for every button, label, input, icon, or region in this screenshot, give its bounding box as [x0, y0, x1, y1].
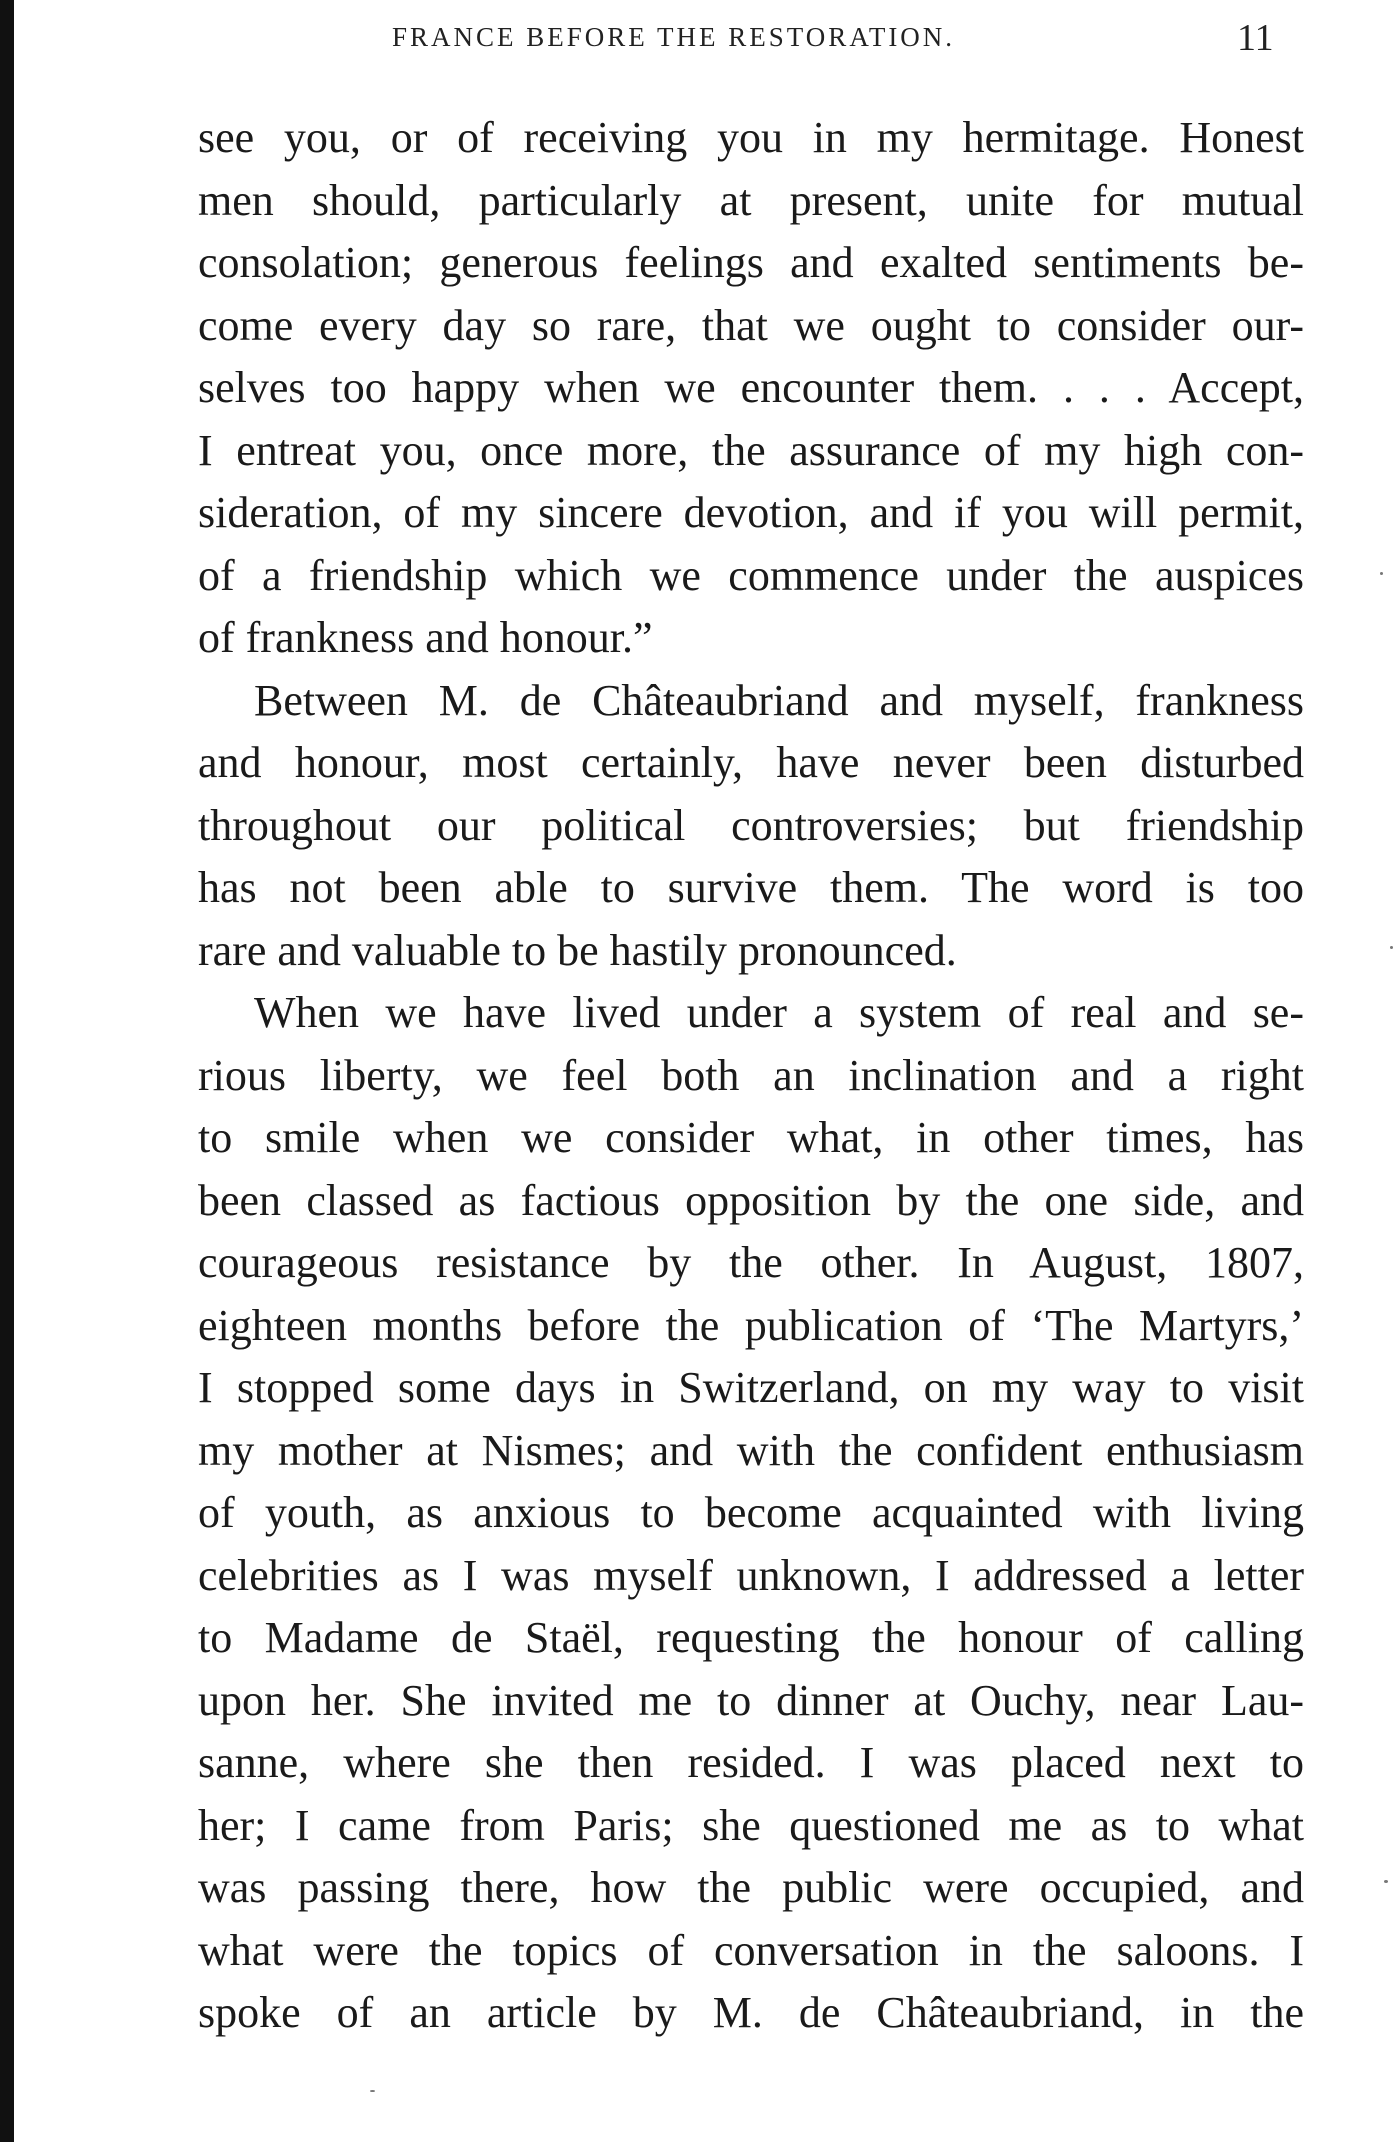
- text-line: I entreat you, once more, the assurance of my high con-: [198, 425, 1304, 475]
- body-text: [198, 107, 1304, 2045]
- scan-speck: [370, 2090, 375, 2092]
- text-line: my mother at Nismes; and with the confident enthusiasm: [198, 1425, 1304, 1475]
- text-line: and honour, most certainly, have never been disturbed: [198, 738, 1304, 787]
- text-line: what were the topics of conversation in the saloons. I: [198, 1925, 1304, 1975]
- text-line: sideration, of my sincere devotion, and if you will permit,: [198, 488, 1304, 537]
- binding-edge: [0, 0, 14, 2142]
- text-line: Between M. de Châteaubriand and myself, frankness: [254, 675, 1304, 725]
- text-line: see you, or of receiving you in my hermitage. Honest: [198, 113, 1304, 162]
- text-line: selves too happy when we encounter them. . . . Accept,: [198, 363, 1304, 412]
- text-line: throughout our political controversies; but friendship: [198, 800, 1304, 850]
- text-line: courageous resistance by the other. In August, 1807,: [198, 1238, 1304, 1287]
- scan-speck: [1380, 572, 1383, 575]
- text-line: I stopped some days in Switzerland, on my way to visit: [198, 1363, 1304, 1412]
- running-header: FRANCE BEFORE THE RESTORATION.: [392, 22, 956, 52]
- text-line: her; I came from Paris; she questioned me as to what: [198, 1800, 1304, 1850]
- text-line: consolation; generous feelings and exalted sentiments be-: [198, 238, 1304, 287]
- paragraph: [198, 982, 1304, 2045]
- text-line: eighteen months before the publication of ‘The Martyrs,’: [198, 1300, 1304, 1350]
- text-line: to Madame de Staël, requesting the honour of calling: [198, 1613, 1304, 1662]
- text-line: of youth, as anxious to become acquainted with living: [198, 1488, 1304, 1537]
- paragraph: [198, 107, 1304, 670]
- text-line: was passing there, how the public were occupied, and: [198, 1863, 1304, 1912]
- text-line: to smile when we consider what, in other times, has: [198, 1113, 1304, 1162]
- text-line: upon her. She invited me to dinner at Ouchy, near Lau-: [198, 1675, 1304, 1725]
- text-line: When we have lived under a system of real and se-: [254, 988, 1304, 1037]
- text-line: come every day so rare, that we ought to consider our-: [198, 300, 1304, 350]
- text-line: spoke of an article by M. de Châteaubriand, in the: [198, 1988, 1304, 2037]
- text-line: men should, particularly at present, unite for mutual: [198, 175, 1304, 225]
- text-line: of frankness and honour.”: [198, 613, 653, 662]
- text-line: sanne, where she then resided. I was placed next to: [198, 1738, 1304, 1787]
- scan-speck: [1384, 1880, 1388, 1883]
- text-line: has not been able to survive them. The word is too: [198, 863, 1304, 912]
- text-line: of a friendship which we commence under the auspices: [198, 550, 1304, 600]
- text-line: been classed as factious opposition by the one side, and: [198, 1175, 1304, 1225]
- scan-speck: [1390, 946, 1393, 949]
- text-line: celebrities as I was myself unknown, I addressed a letter: [198, 1550, 1304, 1600]
- page-number: 11: [1237, 17, 1274, 59]
- text-line: rare and valuable to be hastily pronounced.: [198, 925, 957, 975]
- text-line: rious liberty, we feel both an inclination and a right: [198, 1050, 1304, 1100]
- paragraph: [198, 670, 1304, 983]
